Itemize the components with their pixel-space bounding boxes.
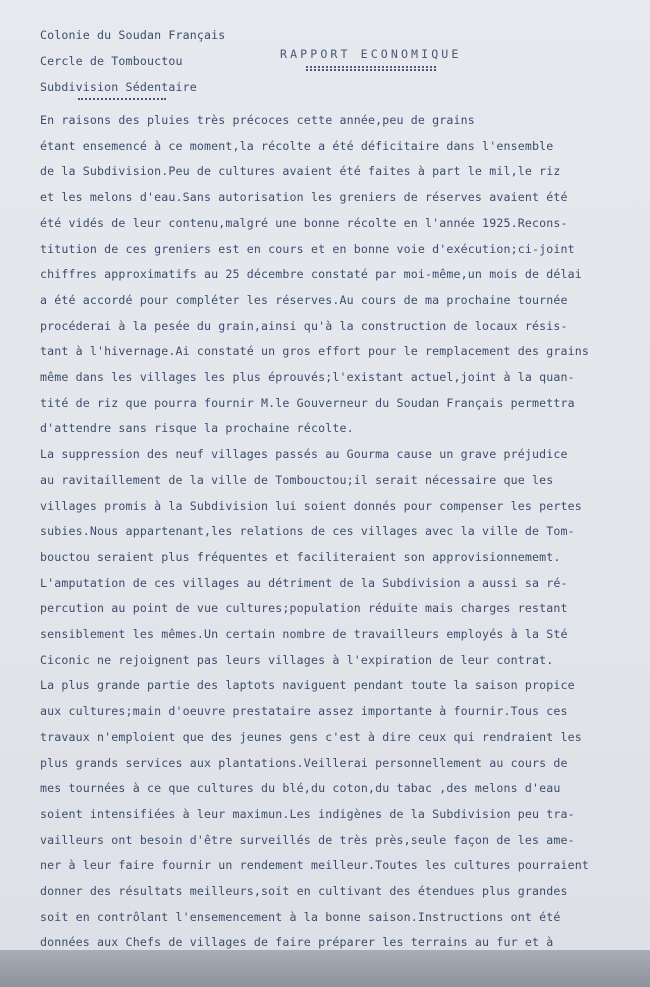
text-line: a été accordé pour compléter les réserves.Au cours de ma prochaine tournée [40, 292, 568, 307]
text-line: titution de ces greniers est en cours et en bonne voie d'exécution;ci-joint [40, 241, 575, 256]
header-cercle: Cercle de Tombouctou [40, 54, 183, 68]
text-line: villages promis à la Subdivision lui soient donnés pour compenser les pertes [40, 498, 582, 513]
text-line: données aux Chefs de villages de faire préparer les terrains au fur et à [40, 935, 554, 950]
text-line: travaux n'emploient que des jeunes gens c'est à dire ceux qui rendraient les [40, 729, 582, 744]
text-line: soient intensifiées à leur maximun.Les indigènes de la Subdivision peu tra- [40, 806, 575, 821]
page-shadow-edge [0, 950, 650, 987]
text-line: de la Subdivision.Peu de cultures avaient été faites à part le mil,le riz [40, 164, 561, 179]
text-line: été vidés de leur contenu,malgré une bonne récolte en l'année 1925.Recons- [40, 215, 568, 230]
text-line: vailleurs ont besoin d'être surveillés de très près,seule façon de les ame- [40, 832, 575, 847]
text-line: percution au point de vue cultures;population réduite mais charges restant [40, 601, 568, 616]
text-line: ner à leur faire fournir un rendement meilleur.Toutes les cultures pourraient [40, 858, 590, 873]
header-colony: Colonie du Soudan Français [40, 28, 226, 42]
text-line: tité de riz que pourra fournir M.le Gouverneur du Soudan Français permettra [40, 395, 575, 410]
text-line: chiffres approximatifs au 25 décembre constaté par moi-même,un mois de délai [40, 267, 582, 282]
text-line: L'amputation de ces villages au détriment de la Subdivision a aussi sa ré- [40, 575, 568, 590]
text-line: au ravitaillement de la ville de Tombouctou;il serait nécessaire que les [40, 472, 554, 487]
header-subdivision: Subdivision Sédentaire [40, 80, 197, 94]
text-line: plus grands services aux plantations.Veillerai personnellement au cours de [40, 755, 568, 770]
text-line: tant à l'hivernage.Ai constaté un gros effort pour le remplacement des grains [40, 344, 590, 359]
text-line: sensiblement les mêmes.Un certain nombre de travailleurs employés à la Sté [40, 627, 568, 641]
text-line: étant ensemencé à ce moment,la récolte a été déficitaire dans l'ensemble [40, 138, 554, 153]
text-line: mes tournées à ce que cultures du blé,du coton,du tabac ,des melons d'eau [40, 781, 561, 796]
text-line: et les melons d'eau.Sans autorisation les greniers de réserves avaient été [40, 190, 568, 205]
text-line: aux cultures;main d'oeuvre prestataire assez importante à fournir.Tous ces [40, 704, 568, 719]
text-line: La suppression des neuf villages passés au Gourma cause un grave préjudice [40, 447, 568, 462]
text-line: d'attendre sans risque la prochaine récolte. [40, 421, 354, 436]
report-title: RAPPORT ECONOMIQUE [280, 47, 462, 61]
letterhead [40, 22, 225, 100]
report-title-underline [306, 66, 436, 71]
text-line: Ciconic ne rejoignent pas leurs villages à l'expiration de leur contrat. [40, 652, 554, 667]
text-line: donner des résultats meilleurs,soit en cultivant des étendues plus grandes [40, 884, 568, 898]
text-line: En raisons des pluies très précoces cette année,peu de grains [40, 113, 475, 127]
text-line: subies.Nous appartenant,les relations de ces villages avec la ville de Tom- [40, 524, 575, 539]
text-line: La plus grande partie des laptots naviguent pendant toute la saison propice [40, 678, 575, 693]
text-line: même dans les villages les plus éprouvés;l'existant actuel,joint à la quan- [40, 370, 575, 384]
text-line: procéderai à la pesée du grain,ainsi qu'à la construction de locaux résis- [40, 318, 568, 333]
text-line: bouctou seraient plus fréquentes et faciliteraient son approvisionnememt. [40, 549, 561, 564]
text-line: soit en contrôlant l'ensemencement à la bonne saison.Instructions ont été [40, 909, 561, 924]
